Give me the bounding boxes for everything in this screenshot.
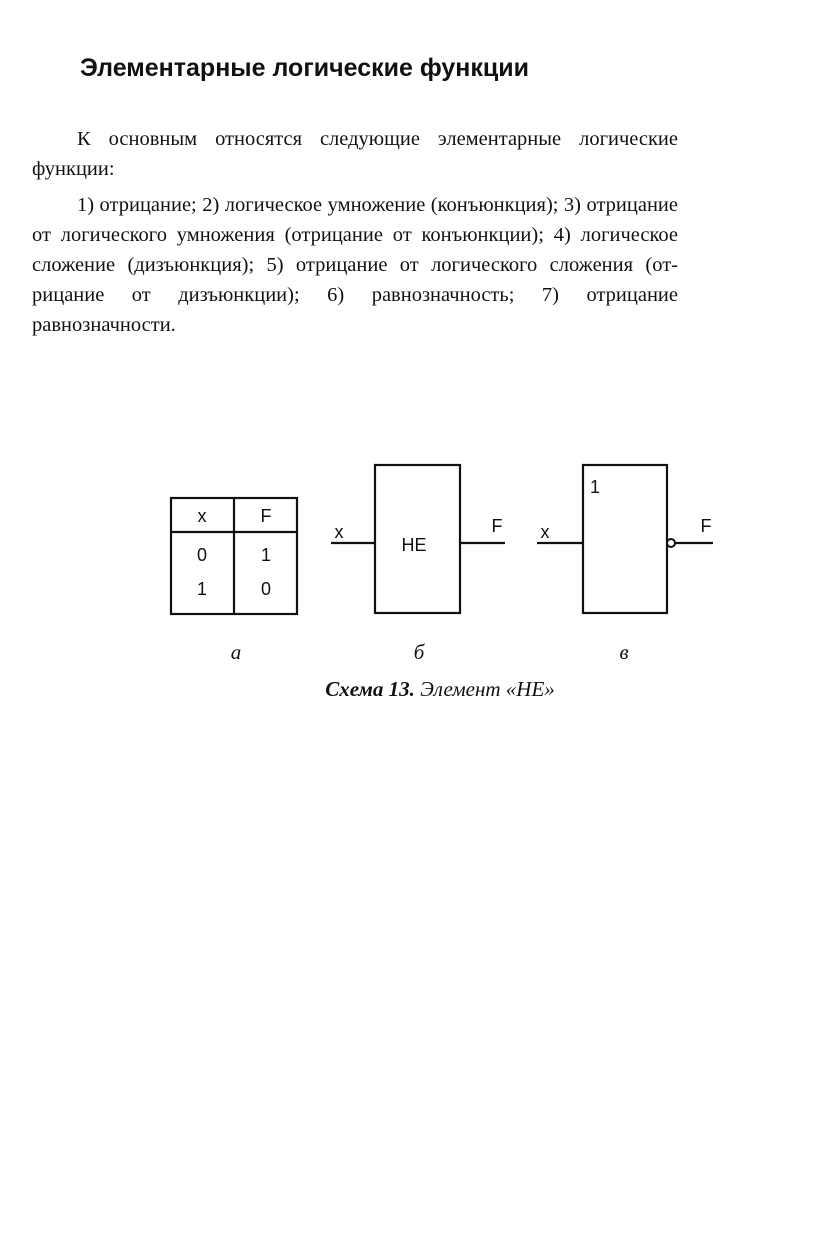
body-text [32, 124, 678, 346]
truth-table-header-f: F [260, 506, 272, 526]
truth-table-cell: 0 [260, 579, 272, 599]
section-heading: Элементарные логические функции [80, 54, 529, 82]
truth-table-cell: 1 [196, 579, 208, 599]
paragraph-function-list: 1) отрицание; 2) логическое умножение (конъюнкция); 3) отрицание от логического умножения (отрицание от конъюнкции); 4) логическое сложение (дизъюнкция); 5) отрицание от логического сложения (отрицание от дизъюнкции); 6) равнозначность; 7) отрицание равнозначности. [32, 194, 678, 336]
inverter-input-label: x [540, 522, 550, 542]
caption-title: Элемент «НЕ» [420, 677, 555, 701]
sub-label-a: а [230, 640, 242, 664]
truth-table [171, 498, 297, 614]
sub-label-b: б [413, 640, 425, 664]
paragraph-intro: К основным относятся следующие элементарные логические функции: [32, 128, 678, 180]
inversion-bubble-icon [667, 539, 675, 547]
inverter-output-label: F [700, 516, 712, 536]
truth-table-cell: 1 [260, 545, 272, 565]
gate-not-input-label: x [334, 522, 344, 542]
figure-caption [0, 674, 816, 704]
figure-drawing [0, 440, 816, 680]
gate-not-output-label: F [491, 516, 503, 536]
caption-number: Схема 13. [325, 677, 415, 701]
truth-table-cell: 0 [196, 545, 208, 565]
truth-table-header-x: x [197, 506, 207, 526]
gate-not-labeled [331, 465, 505, 613]
gate-inverter-symbol [537, 465, 713, 613]
inverter-box-label: 1 [589, 477, 601, 497]
sub-label-v: в [619, 640, 629, 664]
gate-not-box-label: НЕ [401, 535, 427, 555]
